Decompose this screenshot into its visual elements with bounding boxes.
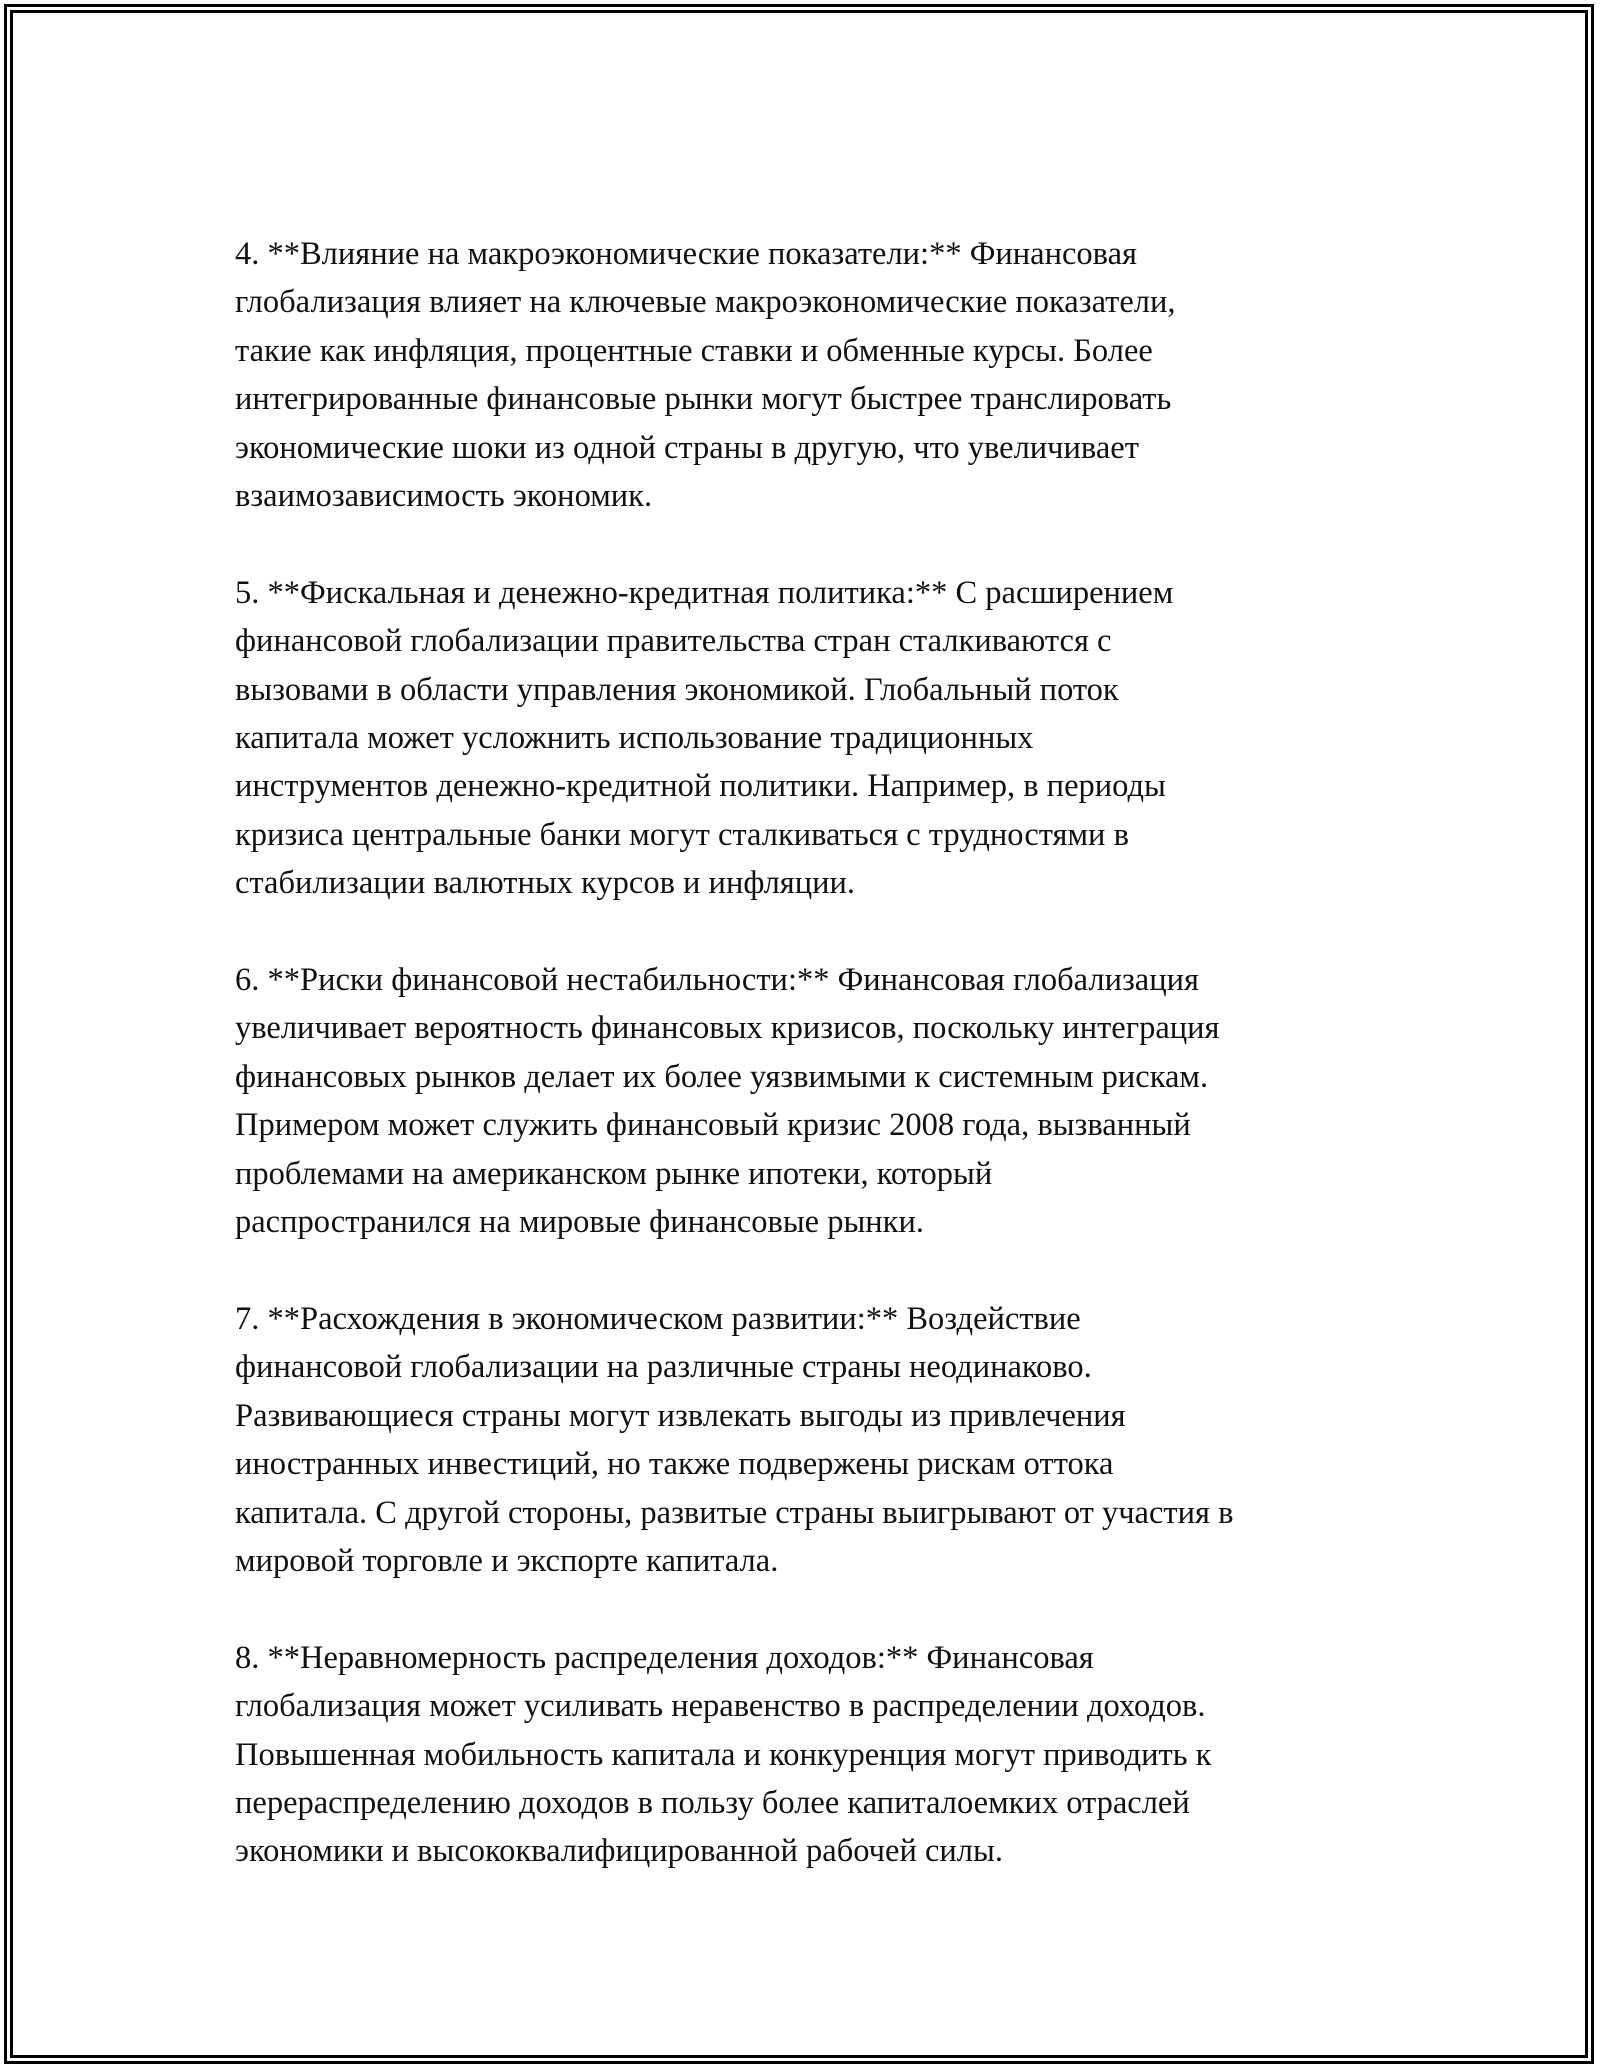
paragraph-7 <box>235 1295 1395 1585</box>
document-body <box>235 230 1395 1924</box>
text-line: экономики и высококвалифицированной рабочей силы. <box>235 1833 1003 1870</box>
text-line: перераспределению доходов в пользу более капиталоемких отраслей <box>235 1784 1190 1821</box>
paragraph-5 <box>235 569 1395 908</box>
text-line: 6. **Риски финансовой нестабильности:** Финансовая глобализация <box>235 962 1199 999</box>
text-line: распространился на мировые финансовые рынки. <box>235 1204 924 1241</box>
paragraph-4 <box>235 230 1395 520</box>
text-line: интегрированные финансовые рынки могут быстрее транслировать <box>235 381 1172 418</box>
text-line: кризиса центральные банки могут сталкиваться с трудностями в <box>235 816 1129 853</box>
text-line: инструментов денежно-кредитной политики. Например, в периоды <box>235 768 1166 805</box>
text-line: вызовами в области управления экономикой. Глобальный поток <box>235 671 1119 708</box>
text-line: глобализация может усиливать неравенство в распределении доходов. <box>235 1688 1206 1725</box>
text-line: 4. **Влияние на макроэкономические показатели:** Финансовая <box>235 236 1137 272</box>
text-line: Повышенная мобильность капитала и конкуренция могут приводить к <box>235 1736 1212 1773</box>
text-line: взаимозависимость экономик. <box>235 478 653 515</box>
text-line: 8. **Неравномерность распределения доходов:** Финансовая <box>235 1639 1094 1676</box>
text-line: иностранных инвестиций, но также подвержены рискам оттока <box>235 1446 1114 1483</box>
text-line: Развивающиеся страны могут извлекать выгоды из привлечения <box>235 1397 1126 1434</box>
paragraph-8 <box>235 1634 1395 1876</box>
text-line: глобализация влияет на ключевые макроэкономические показатели, <box>235 284 1176 321</box>
text-line: 5. **Фискальная и денежно-кредитная политика:** С расширением <box>235 574 1174 611</box>
text-line: экономические шоки из одной страны в другую, что увеличивает <box>235 429 1139 466</box>
text-line: стабилизации валютных курсов и инфляции. <box>235 865 856 902</box>
text-line: финансовой глобализации правительства стран сталкиваются с <box>235 623 1112 660</box>
paragraph-6 <box>235 956 1395 1246</box>
text-line: такие как инфляция, процентные ставки и обменные курсы. Более <box>235 332 1153 369</box>
text-line: увеличивает вероятность финансовых кризисов, поскольку интеграция <box>235 1010 1220 1047</box>
text-line: финансовой глобализации на различные страны неодинаково. <box>235 1349 1092 1386</box>
text-line: капитала. С другой стороны, развитые страны выигрывают от участия в <box>235 1494 1234 1531</box>
text-line: финансовых рынков делает их более уязвимыми к системным рискам. <box>235 1058 1209 1095</box>
text-line: Примером может служить финансовый кризис 2008 года, вызванный <box>235 1107 1191 1144</box>
text-line: капитала может усложнить использование традиционных <box>235 720 1034 757</box>
text-line: мировой торговле и экспорте капитала. <box>235 1542 779 1579</box>
text-line: 7. **Расхождения в экономическом развитии:** Воздействие <box>235 1300 1081 1337</box>
text-line: проблемами на американском рынке ипотеки, который <box>235 1155 993 1192</box>
